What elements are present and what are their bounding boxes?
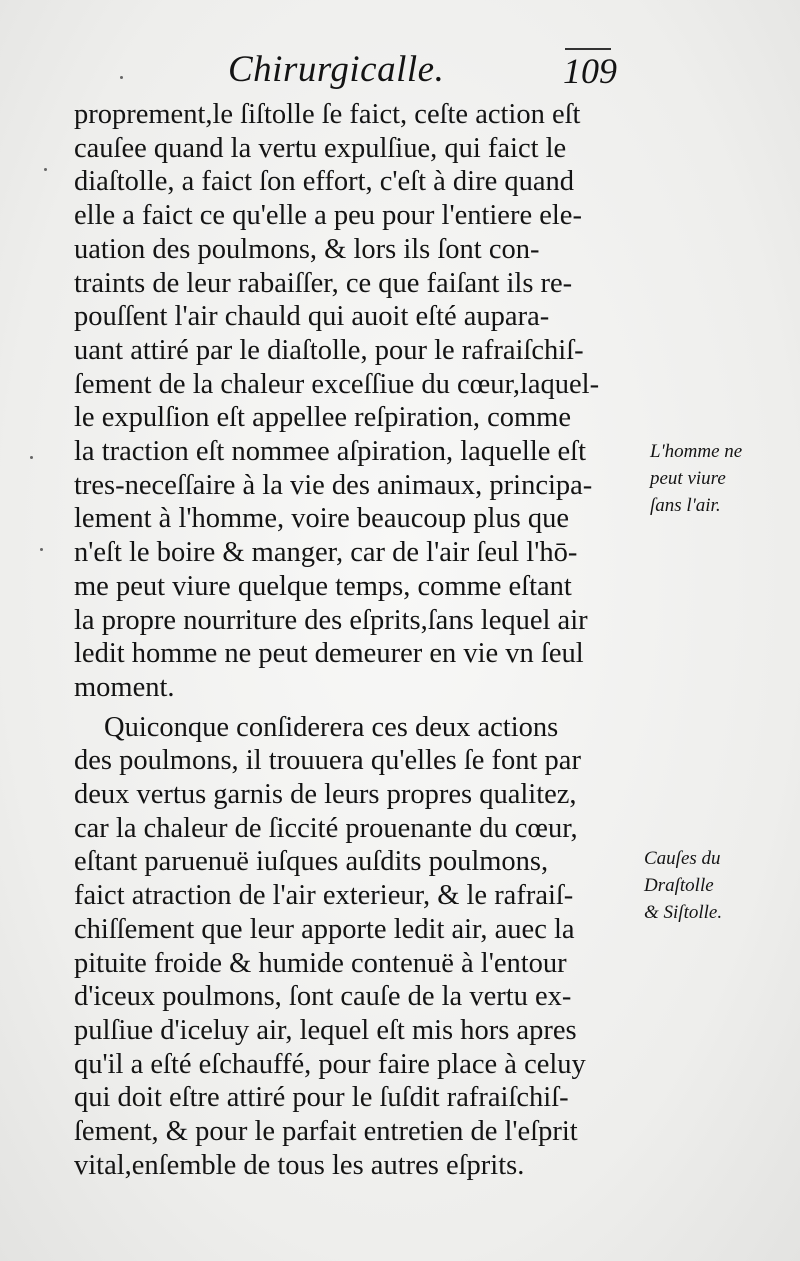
running-title: Chirurgicalle. [228,49,445,90]
text-line: uation des poulmons, & lors ils ſont con- [74,233,540,265]
text-line: proprement,le ſiſtolle ſe faict, ceſte action eſt [74,99,581,130]
margin-note-air [650,438,742,519]
margin-note-line: & Siſtolle. [644,902,723,923]
ink-speck [30,456,33,459]
text-line: la traction eſt nommee aſpiration, laquelle eſt [74,436,587,468]
text-line: d'iceux poulmons, ſont cauſe de la vertu ex- [74,981,572,1013]
margin-note-causes [644,845,722,926]
margin-note-line: Draſtolle [644,875,714,896]
text-line: n'eſt le boire & manger, car de l'air ſeul l'hō- [74,537,578,569]
paragraph-1 [74,98,634,705]
text-line: eſtant paruenuë iuſques auſdits poulmons, [74,846,549,878]
ink-speck [40,548,43,551]
text-line: ſement, & pour le parfait entretien de l'eſprit [74,1116,578,1148]
text-line: des poulmons, il trouuera qu'elles ſe font par [74,745,581,777]
text-line: me peut viure quelque temps, comme eſtant [74,570,572,602]
margin-note-line: Cauſes du [644,848,721,869]
text-line: lement à l'homme, voire beaucoup plus que [74,503,570,535]
text-line: cauſee quand la vertu expulſiue, qui faict le [74,132,567,164]
text-line: vital,enſemble de tous les autres eſprits. [74,1149,525,1181]
margin-note-line: peut viure [650,468,726,489]
paragraph-2 [74,711,634,1183]
text-line: uant attiré par le diaſtolle, pour le rafraiſchiſ- [74,334,584,366]
text-line: qui doit eſtre attiré pour le ſuſdit rafraiſchiſ- [74,1082,569,1114]
page-number: 109 [563,51,617,91]
text-line: diaſtolle, a faict ſon effort, c'eſt à dire quand [74,166,574,198]
main-text [74,98,634,1183]
text-line: elle a faict ce qu'elle a peu pour l'entiere ele- [74,200,582,232]
text-line: traints de leur rabaiſſer, ce que faiſant ils re- [74,267,573,299]
margin-note-line: L'homme ne [650,441,743,462]
text-line: le expulſion eſt appellee reſpiration, comme [74,402,571,434]
text-line: pulſiue d'iceluy air, lequel eſt mis hors apres [74,1014,577,1046]
page-header [0,40,800,100]
text-line: ſement de la chaleur exceſſiue du cœur,laquel- [74,368,600,400]
ink-speck [44,168,47,171]
text-line: chiſſement que leur apporte ledit air, auec la [74,913,575,945]
text-line: tres-neceſſaire à la vie des animaux, principa- [74,469,593,501]
text-line: pouſſent l'air chauld qui auoit eſté aupara- [74,301,550,333]
text-line: qu'il a eſté eſchauffé, pour faire place à celuy [74,1048,586,1080]
text-line: Quiconque conſiderera ces deux actions [104,711,559,743]
ink-speck [120,76,123,79]
text-line: pituite froide & humide contenuë à l'entour [74,947,567,979]
text-line: ledit homme ne peut demeurer en vie vn ſeul [74,638,584,670]
text-line: deux vertus garnis de leurs propres qualitez, [74,779,577,811]
text-line: moment. [74,671,175,703]
text-line: faict atraction de l'air exterieur, & le rafraiſ- [74,880,574,912]
text-line: la propre nourriture des eſprits,ſans lequel air [74,604,588,636]
text-line: car la chaleur de ſiccité prouenante du cœur, [74,812,578,844]
margin-note-line: ſans l'air. [650,495,721,516]
